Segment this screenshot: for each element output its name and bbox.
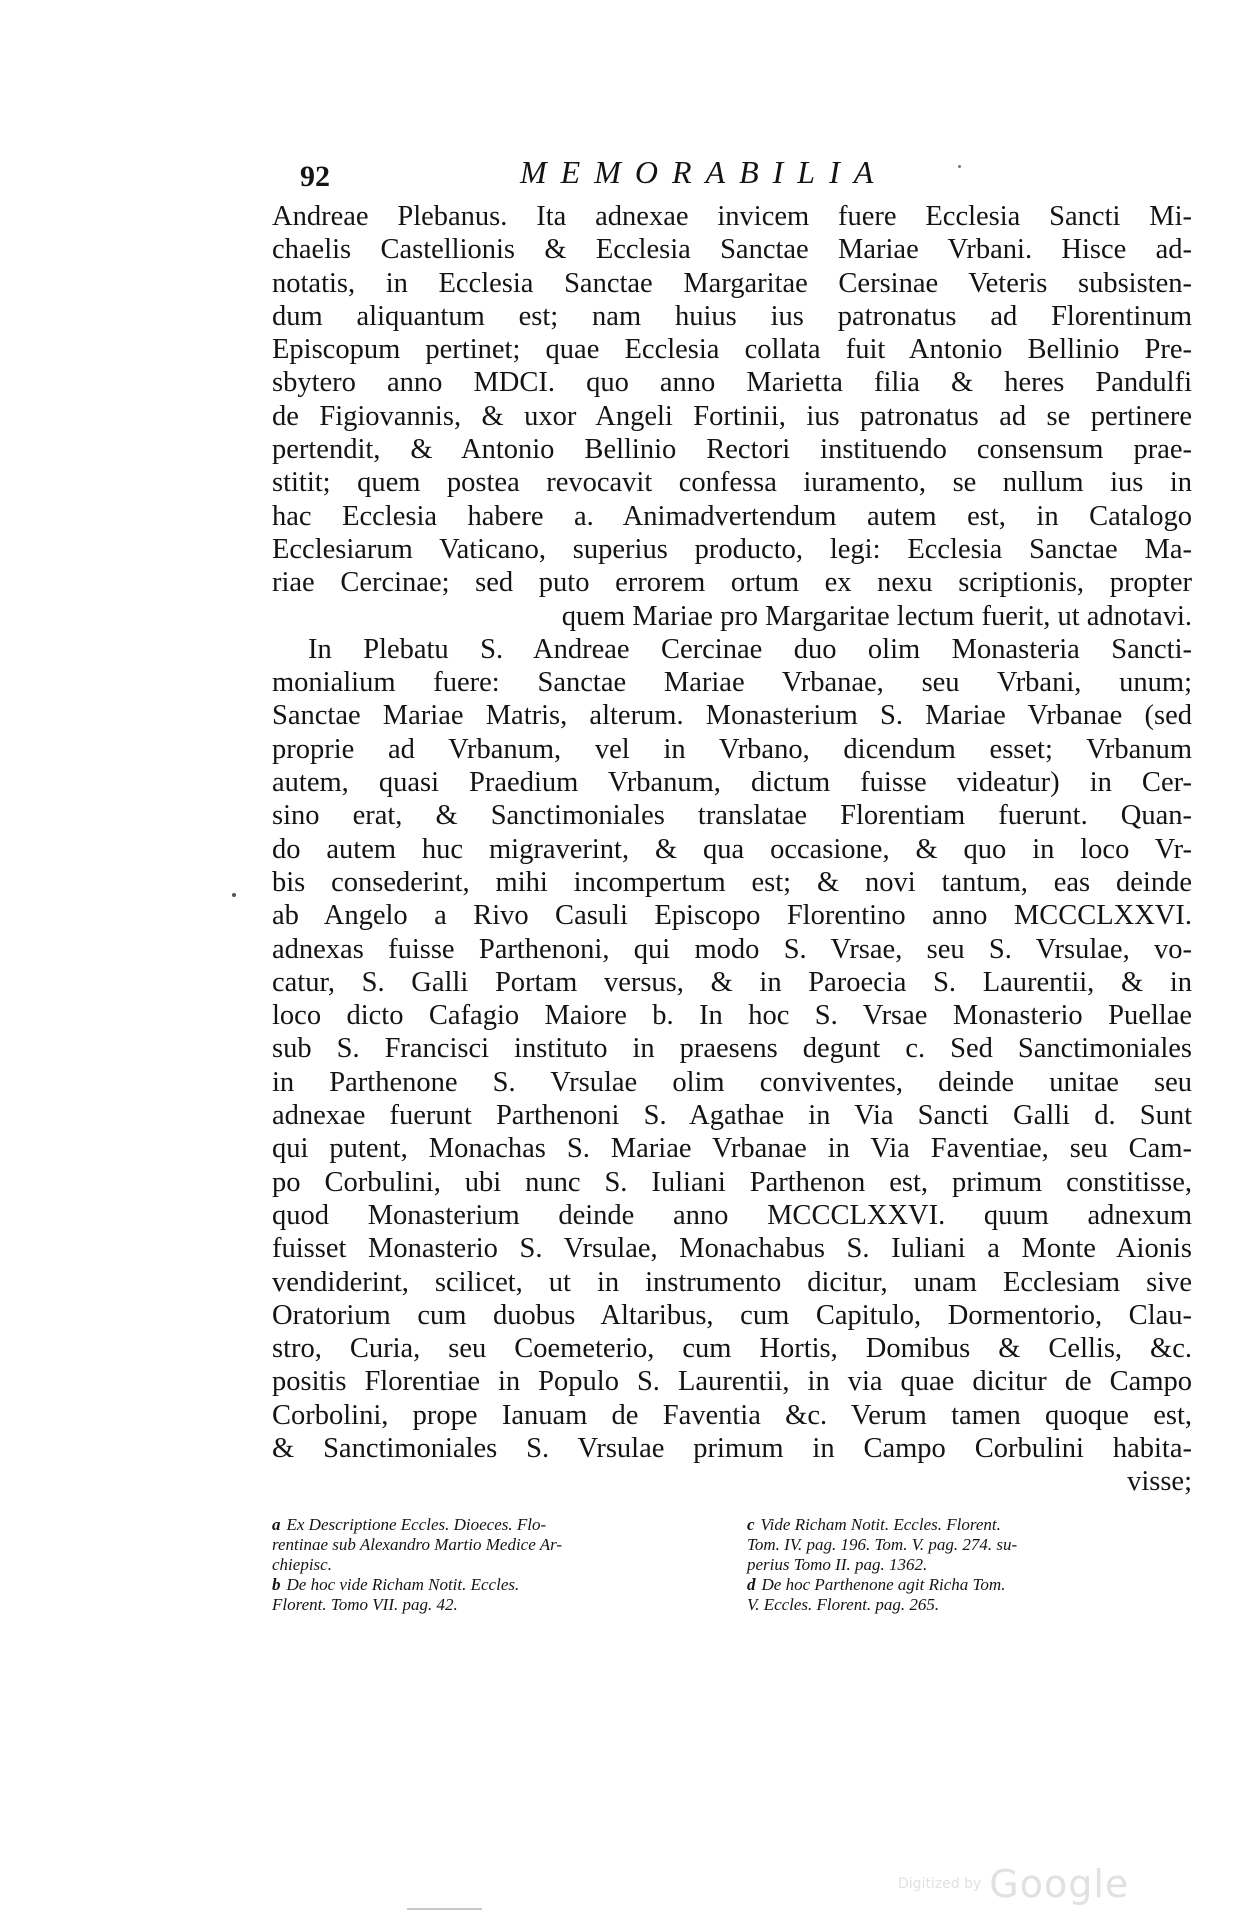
text-line: monialium fuere: Sanctae Mariae Vrbanae, seu Vrbani, unum; — [272, 667, 1192, 699]
text-line: & Sanctimoniales S. Vrsulae primum in Campo Corbulini habita- — [272, 1432, 1192, 1464]
footnote-line: c Vide Richam Notit. Eccles. Florent. — [747, 1515, 1001, 1534]
footnote-line: a Ex Descriptione Eccles. Dioeces. Flo- — [272, 1515, 547, 1534]
footnote-line: b De hoc vide Richam Notit. Eccles. — [272, 1575, 520, 1594]
text-line: autem, quasi Praedium Vrbanum, dictum fuisse videatur) in Cer- — [272, 767, 1192, 799]
footnote-mark: d — [747, 1575, 756, 1594]
text-line: de Figiovannis, & uxor Angeli Fortinii, ius patronatus ad se pertinere — [272, 400, 1192, 432]
footnote-line: V. Eccles. Florent. pag. 265. — [747, 1595, 940, 1614]
text-line: Oratorium cum duobus Altaribus, cum Capitulo, Dormentorio, Clau- — [272, 1299, 1192, 1331]
watermark-brand: Google — [989, 1862, 1130, 1906]
text-line: proprie ad Vrbanum, vel in Vrbano, dicendum esset; Vrbanum — [272, 733, 1192, 765]
footnote-a — [272, 1515, 717, 1575]
text-line: adnexae fuerunt Parthenoni S. Agathae in Via Sancti Galli d. Sunt — [272, 1100, 1192, 1132]
text-line: positis Florentiae in Populo S. Laurentii, in via quae dicitur de Campo — [272, 1366, 1192, 1398]
text-line: quod Monasterium deinde anno MCCCLXXVI. quum adnexum — [272, 1199, 1192, 1231]
text-line: qui putent, Monachas S. Mariae Vrbanae in Via Faventiae, seu Cam- — [272, 1133, 1192, 1165]
text-line: fuisset Monasterio S. Vrsulae, Monachabus S. Iuliani a Monte Aionis — [272, 1233, 1192, 1265]
footnote-line: d De hoc Parthenone agit Richa Tom. — [747, 1575, 1006, 1594]
margin-dot — [232, 893, 236, 897]
text-line: Ecclesiarum Vaticano, superius producto, legi: Ecclesia Sanctae Ma- — [272, 533, 1192, 565]
footnotes-left-column — [272, 1515, 717, 1615]
text-line: chaelis Castellionis & Ecclesia Sanctae Mariae Vrbani. Hisce ad- — [272, 234, 1192, 266]
text-line: in Parthenone S. Vrsulae olim conviventes, deinde unitae seu — [272, 1066, 1192, 1098]
text-line: dum aliquantum est; nam huius ius patronatus ad Florentinum — [272, 300, 1192, 332]
text-line: bis consederint, mihi incompertum est; & novi tantum, eas deinde — [272, 866, 1192, 898]
text-line: sino erat, & Sanctimoniales translatae Florentiam fuerunt. Quan- — [272, 800, 1192, 832]
text-line: adnexas fuisse Parthenoni, qui modo S. Vrsae, seu S. Vrsulae, vo- — [272, 933, 1192, 965]
text-line: po Corbulini, ubi nunc S. Iuliani Parthenon est, primum constitisse, — [272, 1166, 1192, 1198]
footnote-mark: b — [272, 1575, 281, 1594]
text-line: stitit; quem postea revocavit confessa iuramento, se nullum ius in — [272, 467, 1192, 499]
text-line: ab Angelo a Rivo Casuli Episcopo Florentino anno MCCCLXXVI. — [272, 900, 1192, 932]
footnote-line: chiepisc. — [272, 1555, 332, 1574]
text-line: Corbolini, prope Ianuam de Faventia &c. Verum tamen quoque est, — [272, 1399, 1192, 1431]
catchword: visse; — [1127, 1466, 1192, 1498]
footnote-line: Tom. IV. pag. 196. Tom. V. pag. 274. su- — [747, 1535, 1018, 1554]
text-line: catur, S. Galli Portam versus, & in Paroecia S. Laurentii, & in — [272, 966, 1192, 998]
footnote-mark: a — [272, 1515, 281, 1534]
text-line: hac Ecclesia habere a. Animadvertendum autem est, in Catalogo — [272, 500, 1192, 532]
body-text — [272, 200, 1192, 1499]
text-line: do autem huc migraverint, & qua occasione, & quo in loco Vr- — [272, 833, 1192, 865]
text-line: riae Cercinae; sed puto errorem ortum ex nexu scriptionis, propter — [272, 567, 1192, 599]
text-line: In Plebatu S. Andreae Cercinae duo olim Monasteria Sancti- — [308, 633, 1192, 665]
footnote-line: Florent. Tomo VII. pag. 42. — [272, 1595, 458, 1614]
bottom-rule — [407, 1908, 482, 1910]
text-line: quem Mariae pro Margaritae lectum fuerit, ut adnotavi. — [561, 600, 1192, 632]
text-line: Andreae Plebanus. Ita adnexae invicem fuere Ecclesia Sancti Mi- — [272, 201, 1192, 232]
digitized-watermark — [898, 1862, 1129, 1906]
text-line: sub S. Francisci instituto in praesens degunt c. Sed Sanctimoniales — [272, 1033, 1192, 1065]
text-line: notatis, in Ecclesia Sanctae Margaritae Cersinae Veteris subsisten- — [272, 267, 1192, 299]
text-line: Sanctae Mariae Matris, alterum. Monasterium S. Mariae Vrbanae (sed — [272, 700, 1192, 732]
page-number: 92 — [300, 160, 330, 193]
footnote-c — [747, 1515, 1192, 1575]
footnote-d — [747, 1575, 1192, 1615]
text-line: vendiderint, scilicet, ut in instrumento dicitur, unam Ecclesiam sive — [272, 1266, 1192, 1298]
text-line: loco dicto Cafagio Maiore b. In hoc S. Vrsae Monasterio Puellae — [272, 1000, 1192, 1032]
running-head: MEMORABILIA — [520, 154, 888, 190]
footnote-line: rentinae sub Alexandro Martio Medice Ar- — [272, 1535, 563, 1554]
margin-mark — [958, 165, 961, 168]
footnotes-right-column — [747, 1515, 1192, 1615]
text-line: sbytero anno MDCI. quo anno Marietta filia & heres Pandulfi — [272, 367, 1192, 399]
watermark-caption: Digitized by — [898, 1876, 982, 1892]
footnote-line: perius Tomo II. pag. 1362. — [747, 1555, 928, 1574]
text-line: Episcopum pertinet; quae Ecclesia collata fuit Antonio Bellinio Pre- — [272, 334, 1192, 366]
text-line: pertendit, & Antonio Bellinio Rectori instituendo consensum prae- — [272, 434, 1192, 466]
footnote-b — [272, 1575, 717, 1615]
text-line: stro, Curia, seu Coemeterio, cum Hortis, Domibus & Cellis, &c. — [272, 1333, 1192, 1365]
footnote-mark: c — [747, 1515, 755, 1534]
